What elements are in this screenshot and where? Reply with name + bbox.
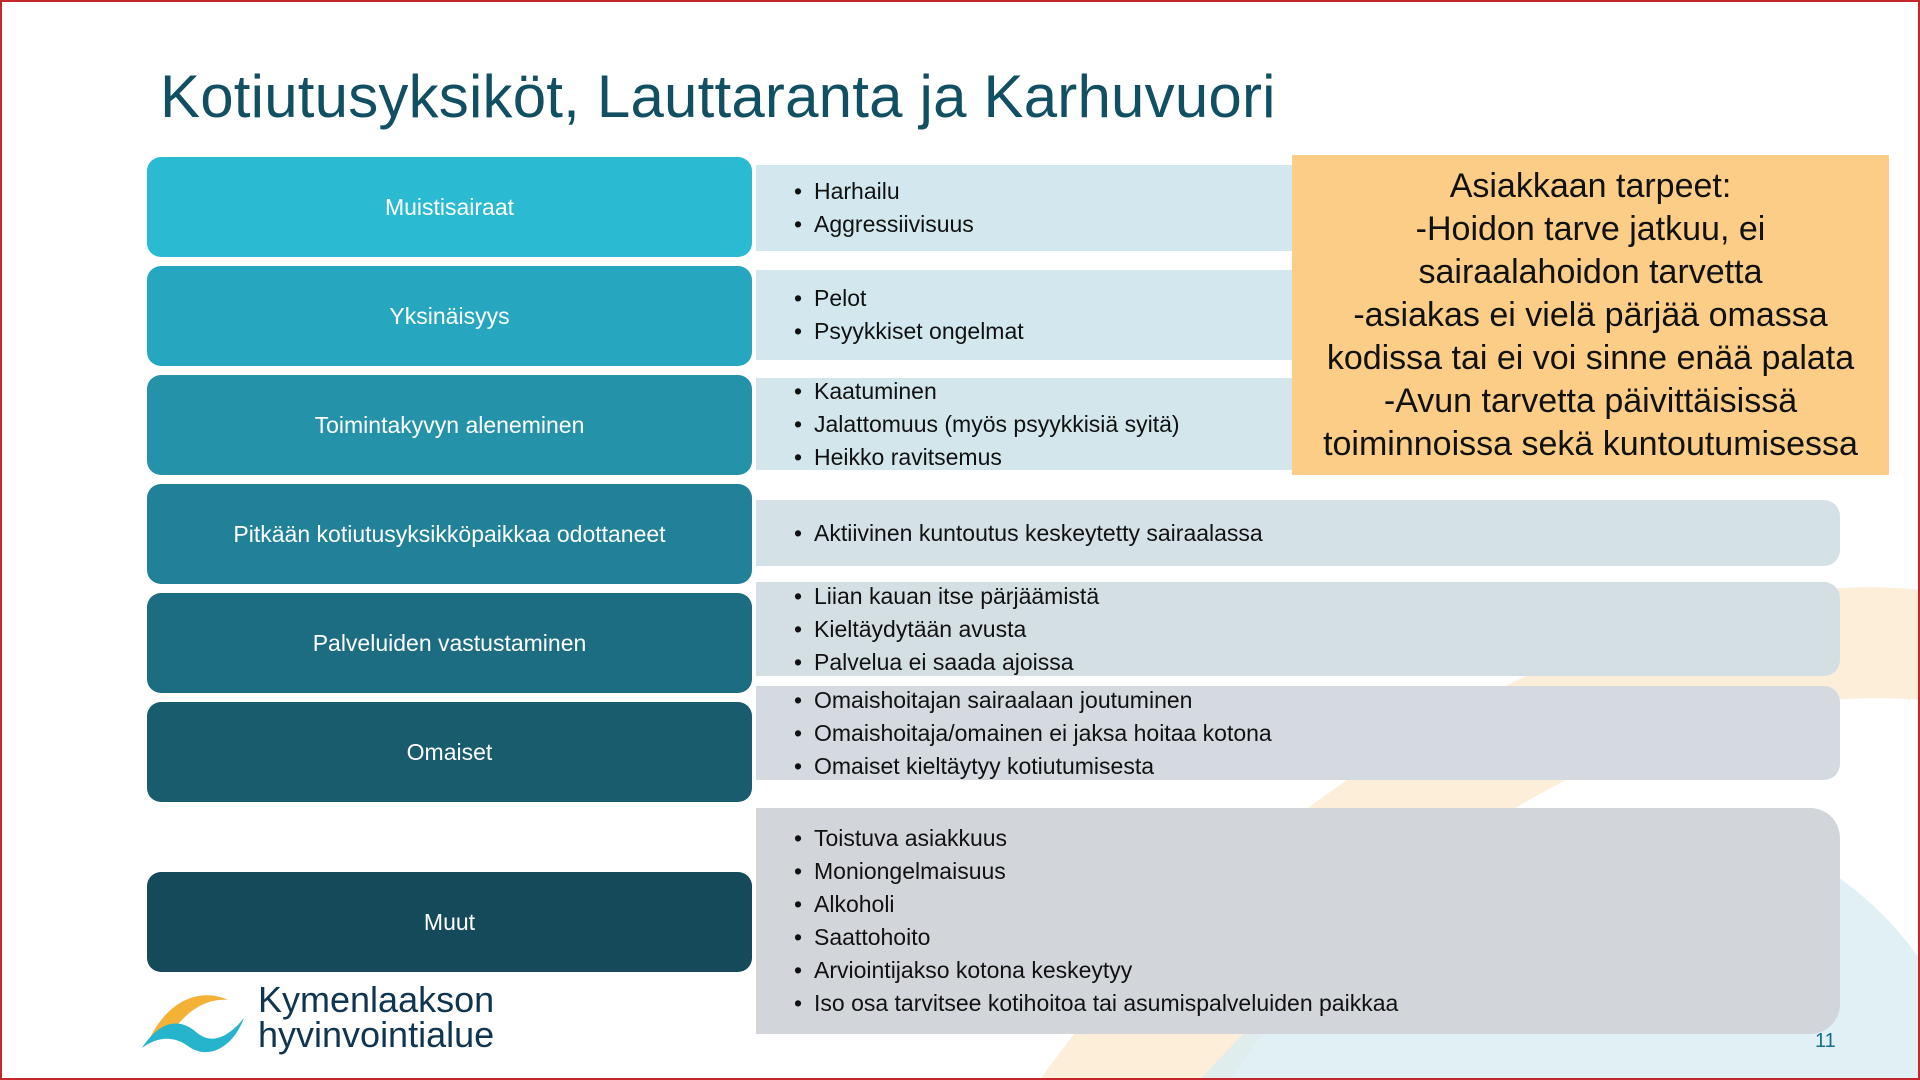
needs-line: kodissa tai ei voi sinne enää palata <box>1326 338 1855 377</box>
list-item: • Moniongelmaisuus <box>794 855 1840 888</box>
category-details-palveluiden-vastustaminen <box>756 582 1840 676</box>
list-item: • Kaatuminen <box>794 375 1316 408</box>
list-item: • Omaishoitaja/omainen ei jaksa hoitaa kotona <box>794 717 1840 750</box>
list-item: • Saattohoito <box>794 921 1840 954</box>
category-label-toimintakyvyn-aleneminen: Toimintakyvyn aleneminen <box>147 375 752 475</box>
category-label-muut: Muut <box>147 872 752 972</box>
needs-line: -Hoidon tarve jatkuu, ei <box>1415 209 1766 248</box>
list-item: • Alkoholi <box>794 888 1840 921</box>
category-details-pitkaan-odottaneet <box>756 500 1840 566</box>
organization-logo <box>140 980 560 1060</box>
list-item: • Pelot <box>794 282 1316 315</box>
needs-line: -asiakas ei vielä pärjää omassa <box>1353 295 1828 334</box>
list-item: • Omaishoitajan sairaalaan joutuminen <box>794 684 1840 717</box>
list-item: • Harhailu <box>794 175 1316 208</box>
category-details-muistisairaat <box>756 165 1316 251</box>
logo-wordmark <box>258 979 495 1055</box>
list-item: • Toistuva asiakkuus <box>794 822 1840 855</box>
needs-line: toiminnoissa sekä kuntoutumisessa <box>1323 424 1858 463</box>
list-item: • Heikko ravitsemus <box>794 441 1316 474</box>
slide-title: Kotiutusyksiköt, Lauttaranta ja Karhuvuori <box>160 63 1276 130</box>
category-label-omaiset: Omaiset <box>147 702 752 802</box>
customer-needs-callout <box>1292 155 1889 475</box>
list-item: • Kieltäydytään avusta <box>794 613 1840 646</box>
wave-logo-icon <box>140 980 250 1060</box>
page-number: 11 <box>1815 1030 1836 1052</box>
list-item: • Iso osa tarvitsee kotihoitoa tai asumispalveluiden paikkaa <box>794 987 1840 1020</box>
list-item: • Psyykkiset ongelmat <box>794 315 1316 348</box>
category-label-palveluiden-vastustaminen: Palveluiden vastustaminen <box>147 593 752 693</box>
category-details-muut <box>756 808 1840 1034</box>
category-label-muistisairaat: Muistisairaat <box>147 157 752 257</box>
category-details-toimintakyvyn-aleneminen <box>756 378 1316 470</box>
list-item: • Omaiset kieltäytyy kotiutumisesta <box>794 750 1840 783</box>
category-label-pitkaan-odottaneet: Pitkään kotiutusyksikköpaikkaa odottaneet <box>147 484 752 584</box>
logo-line-2: hyvinvointialue <box>258 1014 495 1055</box>
category-details-omaiset <box>756 686 1840 780</box>
category-details-yksinaisyys <box>756 270 1316 360</box>
needs-line: -Avun tarvetta päivittäisissä <box>1383 381 1798 420</box>
list-item: • Aggressiivisuus <box>794 208 1316 241</box>
list-item: • Palvelua ei saada ajoissa <box>794 646 1840 679</box>
needs-line: sairaalahoidon tarvetta <box>1418 252 1763 291</box>
logo-line-1: Kymenlaakson <box>258 979 495 1020</box>
list-item: • Liian kauan itse pärjäämistä <box>794 580 1840 613</box>
list-item: • Jalattomuus (myös psyykkisiä syitä) <box>794 408 1316 441</box>
list-item: • Arviointijakso kotona keskeytyy <box>794 954 1840 987</box>
list-item: • Aktiivinen kuntoutus keskeytetty sairaalassa <box>794 517 1840 550</box>
category-label-yksinaisyys: Yksinäisyys <box>147 266 752 366</box>
needs-line: Asiakkaan tarpeet: <box>1449 166 1732 205</box>
